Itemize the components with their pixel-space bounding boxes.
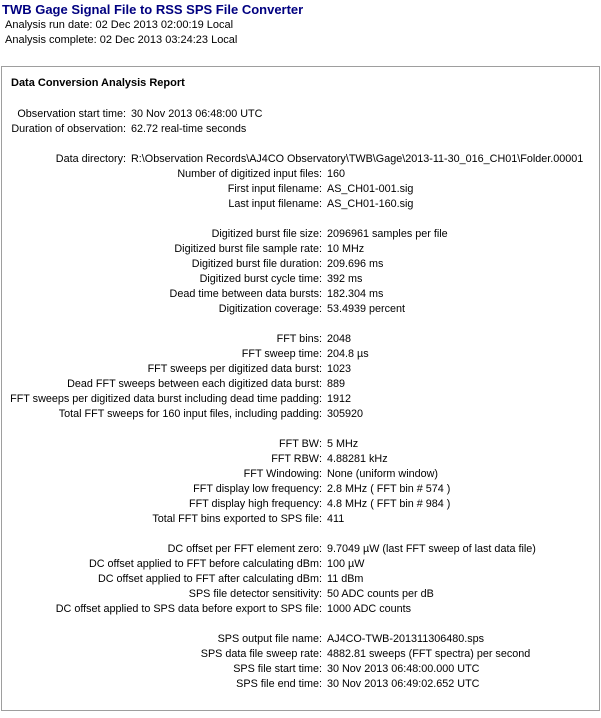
report-row <box>2 392 599 407</box>
row-label: Dead FFT sweeps between each digitized data burst : <box>2 377 322 392</box>
row-label: DC offset applied to FFT before calculating dBm : <box>2 557 322 572</box>
report-row <box>2 482 599 497</box>
report-section <box>2 542 599 617</box>
row-value: 160 <box>327 168 346 180</box>
report-row <box>2 182 599 197</box>
report-row <box>2 332 599 347</box>
row-label: FFT display high frequency : <box>2 497 322 512</box>
row-label: FFT Windowing : <box>2 467 322 482</box>
row-value: 50 ADC counts per dB <box>327 588 434 600</box>
report-row <box>2 587 599 602</box>
row-value: 30 Nov 2013 06:48:00.000 UTC <box>327 663 480 675</box>
report-row <box>2 362 599 377</box>
report-heading: Data Conversion Analysis Report <box>11 77 185 89</box>
report-row <box>2 167 599 182</box>
report-section <box>2 332 599 422</box>
report-row <box>2 107 599 122</box>
row-label: Digitized burst file size : <box>2 227 322 242</box>
row-label: FFT sweeps per digitized data burst : <box>2 362 322 377</box>
row-label: SPS file detector sensitivity : <box>2 587 322 602</box>
row-value: 889 <box>327 378 346 390</box>
row-value: 62.72 real-time seconds <box>131 123 247 135</box>
row-label: Digitized burst file sample rate : <box>2 242 322 257</box>
row-value: AJ4CO-TWB-201311306480.sps <box>327 633 485 645</box>
row-value: 5 MHz <box>327 438 359 450</box>
report-sections <box>2 107 599 692</box>
report-row <box>2 377 599 392</box>
row-label: Number of digitized input files : <box>2 167 322 182</box>
row-label: DC offset applied to FFT after calculating dBm : <box>2 572 322 587</box>
report-section <box>2 437 599 527</box>
row-label: FFT bins : <box>2 332 322 347</box>
row-value: 4.88281 kHz <box>327 453 388 465</box>
row-label: FFT BW : <box>2 437 322 452</box>
row-label: Dead time between data bursts : <box>2 287 322 302</box>
report-row <box>2 437 599 452</box>
page-title: TWB Gage Signal File to RSS SPS File Converter <box>2 2 304 17</box>
report-row <box>2 122 599 137</box>
report-row <box>2 242 599 257</box>
row-value: 182.304 ms <box>327 288 384 300</box>
report-row <box>2 257 599 272</box>
report-row <box>2 602 599 617</box>
row-value: 411 <box>327 513 345 525</box>
row-value: 1023 <box>327 363 352 375</box>
row-value: 1000 ADC counts <box>327 603 412 615</box>
row-label: Last input filename : <box>2 197 322 212</box>
report-row <box>2 662 599 677</box>
report-row <box>2 407 599 422</box>
row-value: 4882.81 sweeps (FFT spectra) per second <box>327 648 531 660</box>
report-section <box>2 227 599 317</box>
row-value: 305920 <box>327 408 364 420</box>
row-label: Digitized burst cycle time : <box>2 272 322 287</box>
report-row <box>2 557 599 572</box>
row-label: SPS file start time : <box>2 662 322 677</box>
report-row <box>2 467 599 482</box>
report-row <box>2 677 599 692</box>
row-value: None (uniform window) <box>327 468 439 480</box>
report-row <box>2 512 599 527</box>
row-value: 209.696 ms <box>327 258 384 270</box>
row-label: First input filename : <box>2 182 322 197</box>
report-box <box>1 66 600 711</box>
report-row <box>2 542 599 557</box>
report-row <box>2 272 599 287</box>
row-label: Data directory : <box>2 152 126 167</box>
report-row <box>2 197 599 212</box>
row-value: 53.4939 percent <box>327 303 406 315</box>
row-label: FFT sweep time : <box>2 347 322 362</box>
report-row <box>2 632 599 647</box>
report-row <box>2 227 599 242</box>
report-section <box>2 632 599 692</box>
row-label: Digitization coverage : <box>2 302 322 317</box>
row-label: SPS output file name : <box>2 632 322 647</box>
row-value: 392 ms <box>327 273 363 285</box>
row-value: 9.7049 µW (last FFT sweep of last data file) <box>327 543 536 555</box>
row-label: Digitized burst file duration : <box>2 257 322 272</box>
row-label: FFT display low frequency : <box>2 482 322 497</box>
row-label: SPS data file sweep rate : <box>2 647 322 662</box>
row-value: AS_CH01-160.sig <box>327 198 414 210</box>
row-value: 204.8 µs <box>327 348 369 360</box>
report-row <box>2 287 599 302</box>
row-label: FFT RBW : <box>2 452 322 467</box>
row-value: 100 µW <box>327 558 365 570</box>
row-value: 30 Nov 2013 06:49:02.652 UTC <box>327 678 480 690</box>
report-row <box>2 647 599 662</box>
row-value: 30 Nov 2013 06:48:00 UTC <box>131 108 263 120</box>
row-label: FFT sweeps per digitized data burst including dead time padding : <box>2 392 322 407</box>
report-row <box>2 302 599 317</box>
report-section <box>2 152 599 212</box>
analysis-run-date: Analysis run date: 02 Dec 2013 02:00:19 Local <box>5 19 234 31</box>
row-label: Total FFT sweeps for 160 input files, including padding : <box>2 407 322 422</box>
report-row <box>2 347 599 362</box>
row-value: 10 MHz <box>327 243 365 255</box>
report-row <box>2 452 599 467</box>
row-value: R:\Observation Records\AJ4CO Observatory\TWB\Gage\2013-11-30_016_CH01\Folder.00001 <box>131 153 584 165</box>
row-label: DC offset per FFT element zero : <box>2 542 322 557</box>
row-value: 2096961 samples per file <box>327 228 448 240</box>
row-value: 2.8 MHz ( FFT bin # 574 ) <box>327 483 451 495</box>
row-label: SPS file end time : <box>2 677 322 692</box>
analysis-complete: Analysis complete: 02 Dec 2013 03:24:23 Local <box>5 34 238 46</box>
row-label: Duration of observation : <box>2 122 126 137</box>
report-row <box>2 497 599 512</box>
row-label: Observation start time : <box>2 107 126 122</box>
report-row <box>2 572 599 587</box>
report-section <box>2 107 599 137</box>
row-value: 1912 <box>327 393 352 405</box>
row-label: Total FFT bins exported to SPS file : <box>2 512 322 527</box>
row-value: 4.8 MHz ( FFT bin # 984 ) <box>327 498 451 510</box>
row-value: 2048 <box>327 333 352 345</box>
report-row <box>2 152 599 167</box>
row-value: 11 dBm <box>327 573 364 585</box>
row-label: DC offset applied to SPS data before export to SPS file : <box>2 602 322 617</box>
row-value: AS_CH01-001.sig <box>327 183 414 195</box>
